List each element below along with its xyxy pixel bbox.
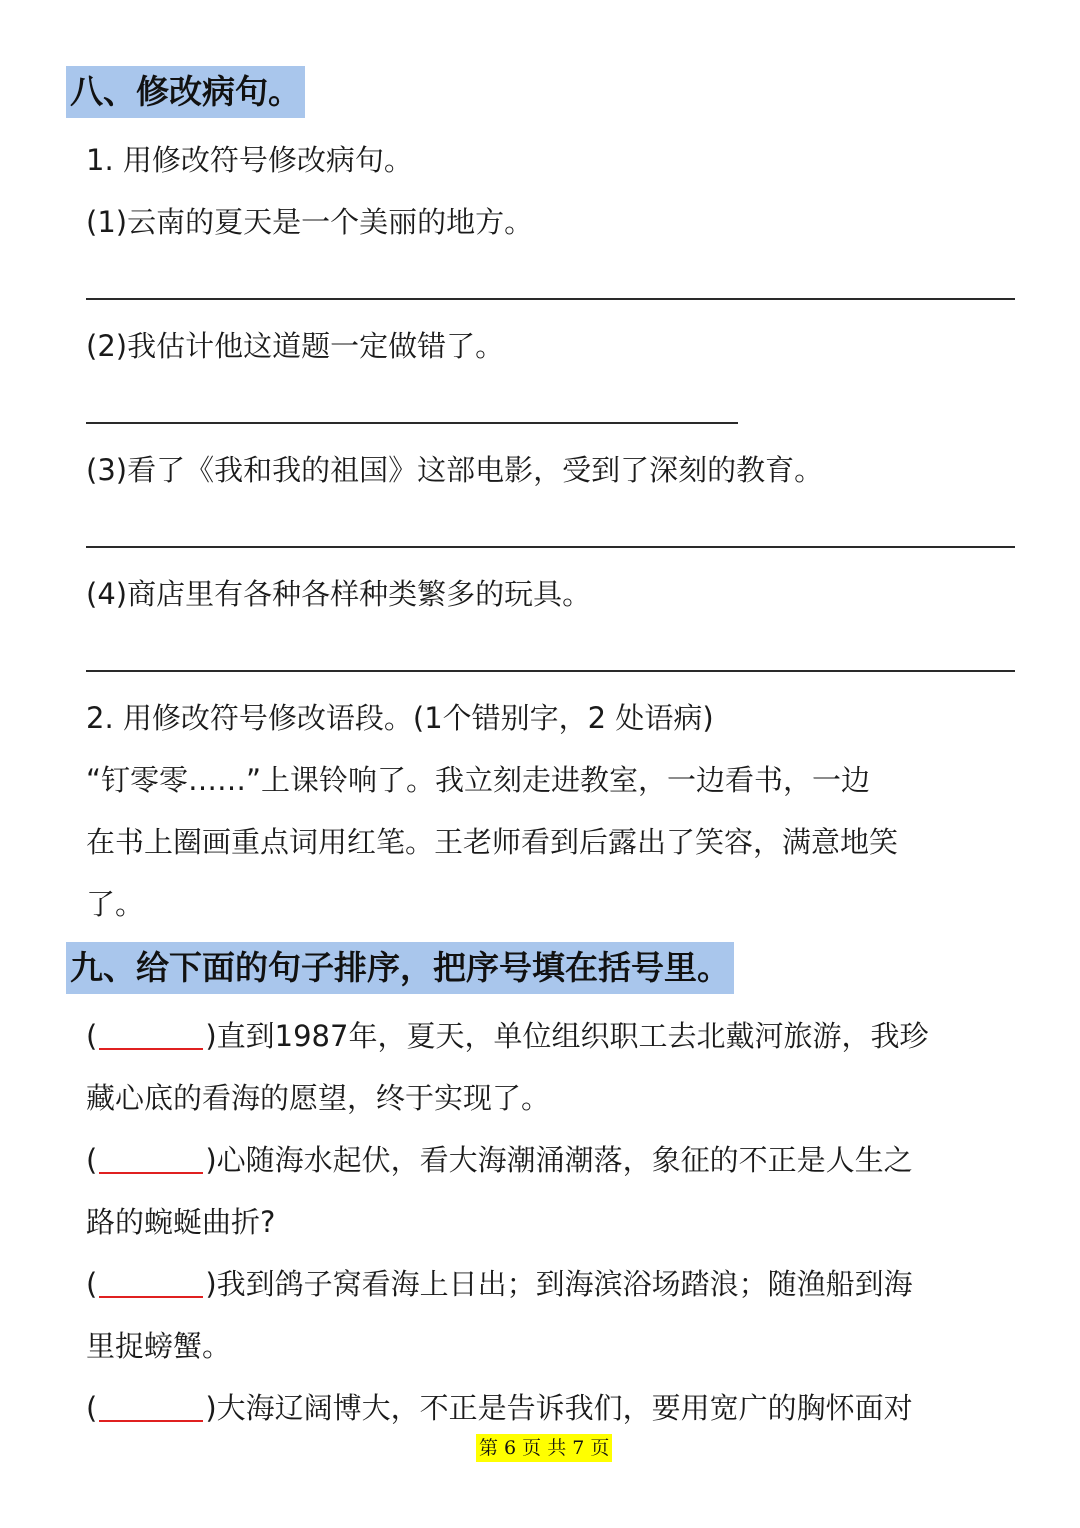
ordering-item-1-cont: 藏心底的看海的愿望，终于实现了。	[86, 1081, 551, 1115]
order-blank-1[interactable]	[99, 1018, 203, 1050]
answer-line-1[interactable]	[86, 298, 1015, 300]
question-1-title: 1. 用修改符号修改病句。	[86, 143, 413, 177]
ordering-item-1-text: )直到1987年，夏天，单位组织职工去北戴河旅游，我珍	[205, 1019, 929, 1053]
order-blank-3[interactable]	[99, 1266, 203, 1298]
answer-line-3[interactable]	[86, 546, 1015, 548]
ordering-item-3-cont: 里捉螃蟹。	[86, 1329, 232, 1363]
ordering-item-4-text: )大海辽阔博大，不正是告诉我们，要用宽广的胸怀面对	[205, 1391, 913, 1425]
ordering-item-3	[86, 1264, 913, 1304]
answer-line-4[interactable]	[86, 670, 1015, 672]
ordering-item-1	[86, 1016, 928, 1056]
open-paren: (	[86, 1143, 98, 1177]
sentence-4: (4)商店里有各种各样种类繁多的玩具。	[86, 577, 592, 611]
order-blank-2[interactable]	[99, 1142, 203, 1174]
ordering-item-2-cont: 路的蜿蜒曲折?	[86, 1205, 276, 1239]
ordering-item-2-text: )心随海水起伏，看大海潮涌潮落，象征的不正是人生之	[205, 1143, 913, 1177]
ordering-item-4	[86, 1388, 913, 1428]
sentence-3: (3)看了《我和我的祖国》这部电影，受到了深刻的教育。	[86, 453, 824, 487]
open-paren: (	[86, 1391, 98, 1425]
ordering-item-2	[86, 1140, 913, 1180]
section-8-heading: 八、修改病句。	[66, 66, 305, 118]
page-number-label: 第 6 页 共 7 页	[476, 1434, 612, 1462]
sentence-1: (1)云南的夏天是一个美丽的地方。	[86, 205, 534, 239]
ordering-item-3-text: )我到鸽子窝看海上日出；到海滨浴场踏浪；随渔船到海	[205, 1267, 913, 1301]
paragraph-line-1: “钉零零……”上课铃响了。我立刻走进教室，一边看书，一边	[86, 763, 871, 797]
section-9-heading: 九、给下面的句子排序，把序号填在括号里。	[66, 942, 734, 994]
order-blank-4[interactable]	[99, 1390, 203, 1422]
open-paren: (	[86, 1267, 98, 1301]
answer-line-2[interactable]	[86, 422, 738, 424]
sentence-2: (2)我估计他这道题一定做错了。	[86, 329, 505, 363]
open-paren: (	[86, 1019, 98, 1053]
paragraph-line-3: 了。	[86, 887, 145, 921]
question-2-title: 2. 用修改符号修改语段。(1个错别字，2 处语病)	[86, 701, 714, 735]
paragraph-line-2: 在书上圈画重点词用红笔。王老师看到后露出了笑容，满意地笑	[86, 825, 899, 859]
